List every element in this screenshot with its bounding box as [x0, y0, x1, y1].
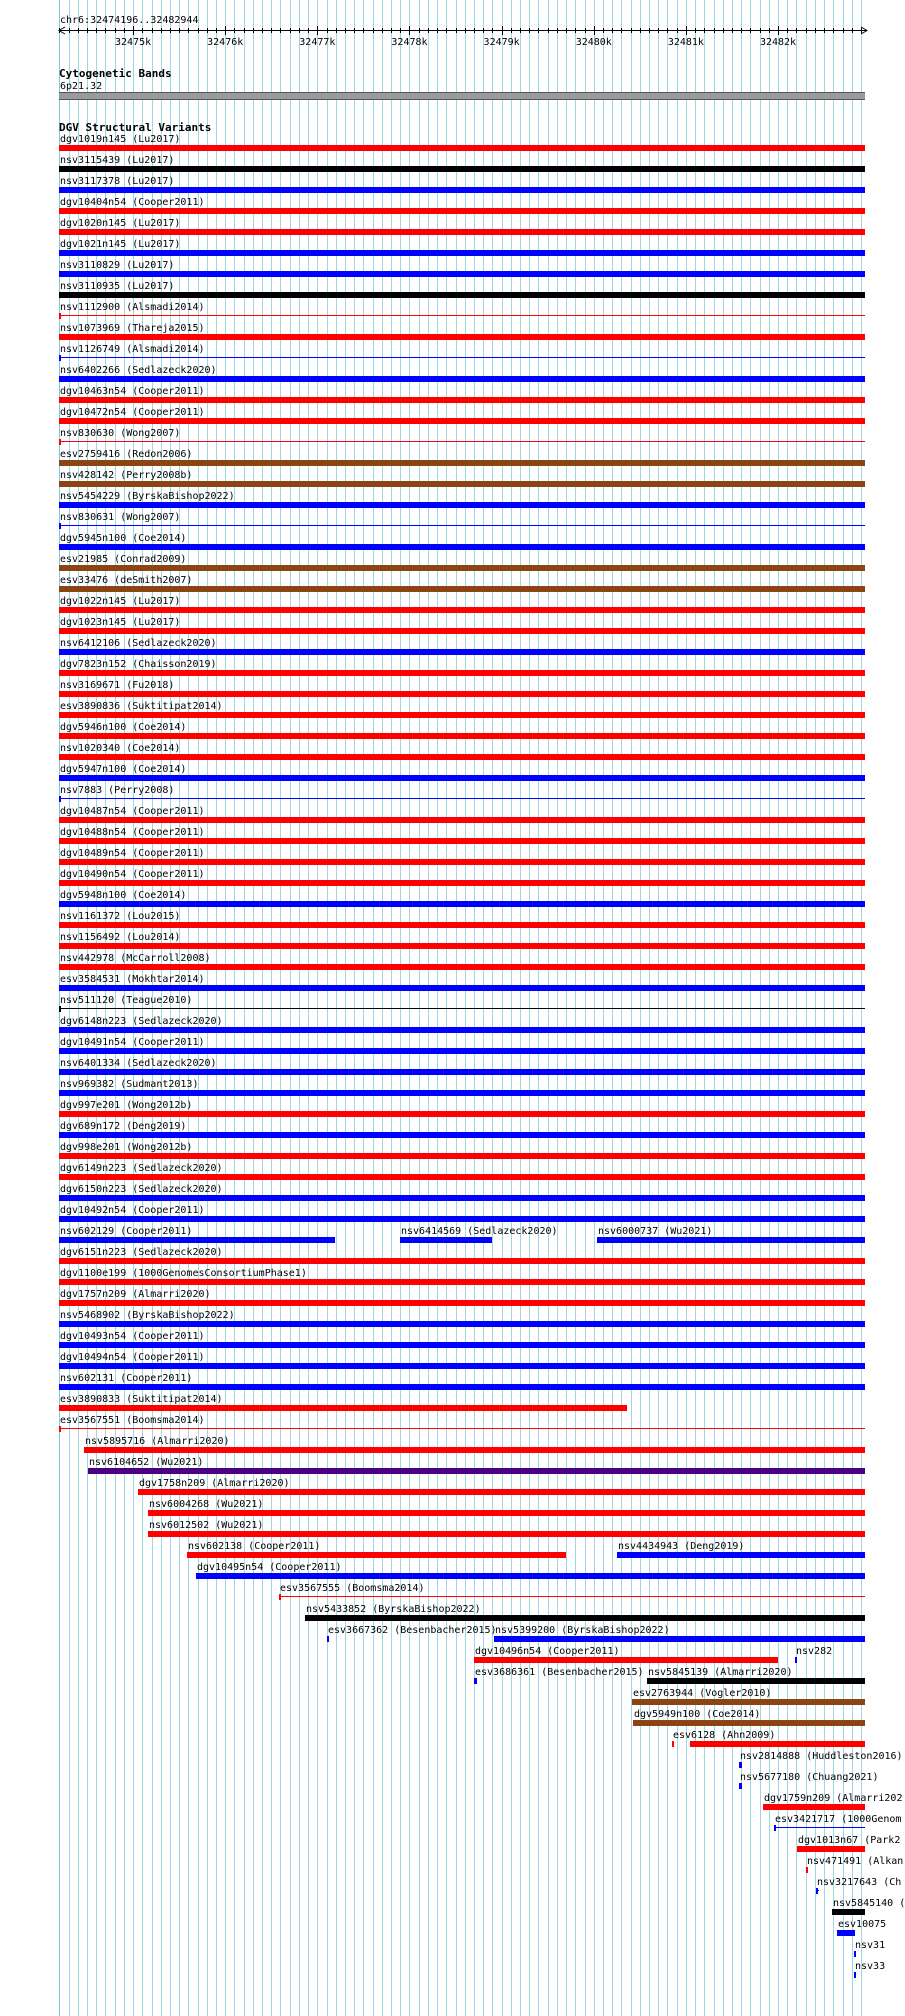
variant-label[interactable]: dgv10490n54 (Cooper2011)	[60, 869, 205, 880]
variant-bar[interactable]	[739, 1783, 742, 1789]
variant-bar[interactable]	[59, 187, 865, 193]
variant-label[interactable]: nsv6004268 (Wu2021)	[149, 1499, 264, 1510]
variant-label[interactable]: dgv998e201 (Wong2012b)	[60, 1142, 193, 1153]
variant-bar[interactable]	[138, 1489, 865, 1495]
variant-start-marker	[59, 313, 61, 319]
variant-bar[interactable]	[59, 1428, 865, 1429]
cytoband-label: 6p21.32	[60, 81, 103, 92]
variant-bar[interactable]	[148, 1531, 865, 1537]
variant-bar[interactable]	[797, 1846, 865, 1852]
variant-label[interactable]: nsv1112900 (Alsmadi2014)	[60, 302, 205, 313]
variant-start-marker	[279, 1594, 281, 1600]
variant-label[interactable]: esv3686361 (Besenbacher2015)	[475, 1667, 644, 1678]
variant-bar[interactable]	[327, 1636, 329, 1642]
variant-label[interactable]: nsv31	[855, 1940, 886, 1951]
variant-bar[interactable]	[59, 586, 865, 592]
variant-label[interactable]: esv33476 (deSmith2007)	[60, 575, 193, 586]
variant-bar[interactable]	[854, 1972, 856, 1978]
variant-label[interactable]: dgv1021n145 (Lu2017)	[60, 239, 181, 250]
ruler-tick-label: 32481k	[667, 37, 704, 48]
variant-label[interactable]: nsv471491 (Alkan	[807, 1856, 904, 1867]
variant-label[interactable]: dgv5949n100 (Coe2014)	[634, 1709, 761, 1720]
variant-label[interactable]: nsv5454229 (ByrskaBishop2022)	[60, 491, 235, 502]
variant-bar[interactable]	[59, 1342, 865, 1348]
variant-bar[interactable]	[59, 1048, 865, 1054]
variant-label[interactable]: nsv3115439 (Lu2017)	[60, 155, 175, 166]
variant-label[interactable]: dgv10488n54 (Cooper2011)	[60, 827, 205, 838]
variant-bar[interactable]	[59, 292, 865, 298]
variant-bar[interactable]	[806, 1869, 808, 1870]
variant-label[interactable]: esv2759416 (Redon2006)	[60, 449, 193, 460]
variant-label[interactable]: nsv3217643 (Ch	[817, 1877, 902, 1888]
variant-label[interactable]: nsv5845140 (	[833, 1898, 905, 1909]
variant-label[interactable]: nsv6012502 (Wu2021)	[149, 1520, 264, 1531]
variant-label[interactable]: nsv511120 (Teague2010)	[60, 995, 193, 1006]
variant-bar[interactable]	[59, 357, 865, 358]
variant-bar[interactable]	[59, 481, 865, 487]
variant-bar[interactable]	[763, 1804, 865, 1810]
variant-bar[interactable]	[59, 565, 865, 571]
variant-label[interactable]: dgv1013n67 (Park2	[798, 1835, 901, 1846]
variant-label[interactable]: nsv3169671 (Fu2018)	[60, 680, 175, 691]
variant-bar[interactable]	[494, 1636, 865, 1642]
variant-label[interactable]: nsv5433852 (ByrskaBishop2022)	[306, 1604, 481, 1615]
variant-label[interactable]: dgv10463n54 (Cooper2011)	[60, 386, 205, 397]
variant-bar[interactable]	[88, 1468, 865, 1474]
variant-label[interactable]: dgv10496n54 (Cooper2011)	[475, 1646, 620, 1657]
variant-bar[interactable]	[59, 460, 865, 466]
variant-bar[interactable]	[59, 525, 865, 526]
variant-start-marker	[774, 1825, 776, 1831]
variant-bar[interactable]	[690, 1741, 865, 1747]
variant-bar[interactable]	[59, 1384, 865, 1390]
variant-label[interactable]: dgv1020n145 (Lu2017)	[60, 218, 181, 229]
variant-label[interactable]: nsv5677180 (Chuang2021)	[740, 1772, 879, 1783]
cytoband-bar[interactable]	[59, 92, 865, 100]
variant-label[interactable]: nsv7883 (Perry2008)	[60, 785, 175, 796]
variant-bar[interactable]	[59, 838, 865, 844]
variant-label[interactable]: nsv5399200 (ByrskaBishop2022)	[495, 1625, 670, 1636]
variant-label[interactable]: esv3667362 (Besenbacher2015)	[328, 1625, 497, 1636]
variant-bar[interactable]	[59, 1279, 865, 1285]
variant-label[interactable]: nsv602129 (Cooper2011)	[60, 1226, 193, 1237]
variant-label[interactable]: dgv10489n54 (Cooper2011)	[60, 848, 205, 859]
variant-start-marker	[59, 523, 61, 529]
variant-label[interactable]: dgv1759n209 (Almarri202	[764, 1793, 903, 1804]
variant-bar[interactable]	[633, 1720, 865, 1726]
variant-bar[interactable]	[59, 166, 865, 172]
variant-label[interactable]: dgv5946n100 (Coe2014)	[60, 722, 187, 733]
variant-label[interactable]: dgv1757n209 (Almarri2020)	[60, 1289, 211, 1300]
variant-bar[interactable]	[59, 964, 865, 970]
variant-bar[interactable]	[59, 798, 865, 799]
variant-bar[interactable]	[597, 1237, 865, 1243]
variant-label[interactable]: dgv5945n100 (Coe2014)	[60, 533, 187, 544]
variant-label[interactable]: esv3421717 (1000Genom	[775, 1814, 902, 1825]
variant-label[interactable]: dgv10472n54 (Cooper2011)	[60, 407, 205, 418]
variant-label[interactable]: nsv33	[855, 1961, 886, 1972]
variant-label[interactable]: nsv6401334 (Sedlazeck2020)	[60, 1058, 217, 1069]
variant-bar[interactable]	[59, 985, 865, 991]
variant-bar[interactable]	[59, 208, 865, 214]
variant-bar[interactable]	[59, 1027, 865, 1033]
variant-start-marker	[59, 1426, 61, 1432]
variant-label[interactable]: nsv6104652 (Wu2021)	[89, 1457, 204, 1468]
variant-bar[interactable]	[84, 1447, 865, 1453]
variant-bar[interactable]	[59, 250, 865, 256]
variant-bar[interactable]	[59, 229, 865, 235]
variant-label[interactable]: dgv1100e199 (1000GenomesConsortiumPhase1)	[60, 1268, 307, 1279]
variant-bar[interactable]	[59, 859, 865, 865]
variant-label[interactable]: nsv442978 (McCarroll2008)	[60, 953, 211, 964]
variant-bar[interactable]	[59, 544, 865, 550]
variant-bar[interactable]	[59, 502, 865, 508]
variant-bar[interactable]	[59, 1237, 335, 1243]
variant-label[interactable]: nsv1073969 (Thareja2015)	[60, 323, 205, 334]
variant-start-marker	[816, 1888, 818, 1894]
variant-label[interactable]: nsv1126749 (Alsmadi2014)	[60, 344, 205, 355]
variant-label[interactable]: nsv5468902 (ByrskaBishop2022)	[60, 1310, 235, 1321]
variant-bar[interactable]	[59, 628, 865, 634]
variant-bar[interactable]	[837, 1930, 855, 1936]
variant-start-marker	[672, 1741, 674, 1747]
variant-label[interactable]: nsv6414569 (Sedlazeck2020)	[401, 1226, 558, 1237]
variant-label[interactable]: dgv10495n54 (Cooper2011)	[197, 1562, 342, 1573]
variant-label[interactable]: dgv689n172 (Deng2019)	[60, 1121, 187, 1132]
variant-bar[interactable]	[647, 1678, 865, 1684]
locus-label: chr6:32474196..32482944	[60, 15, 199, 26]
variant-label[interactable]: esv3584531 (Mokhtar2014)	[60, 974, 205, 985]
variant-bar[interactable]	[774, 1827, 865, 1828]
variant-bar[interactable]	[400, 1237, 492, 1243]
variant-label[interactable]: nsv969382 (Sudmant2013)	[60, 1079, 199, 1090]
variant-bar[interactable]	[59, 649, 865, 655]
variant-bar[interactable]	[59, 418, 865, 424]
variant-label[interactable]: esv3567551 (Boomsma2014)	[60, 1415, 205, 1426]
variant-bar[interactable]	[59, 1321, 865, 1327]
variant-bar[interactable]	[474, 1657, 778, 1663]
variant-bar[interactable]	[672, 1743, 674, 1744]
ruler-tick-label: 32476k	[207, 37, 244, 48]
variant-label[interactable]: esv6128 (Ahn2009)	[673, 1730, 776, 1741]
variant-label[interactable]: esv21985 (Conrad2009)	[60, 554, 187, 565]
variant-label[interactable]: dgv5948n100 (Coe2014)	[60, 890, 187, 901]
variant-label[interactable]: nsv6000737 (Wu2021)	[598, 1226, 713, 1237]
variant-bar[interactable]	[59, 922, 865, 928]
variant-label[interactable]: nsv830630 (Wong2007)	[60, 428, 181, 439]
variant-label[interactable]: dgv5947n100 (Coe2014)	[60, 764, 187, 775]
variant-label[interactable]: dgv997e201 (Wong2012b)	[60, 1100, 193, 1111]
variant-label[interactable]: dgv1023n145 (Lu2017)	[60, 617, 181, 628]
variant-label[interactable]: nsv602138 (Cooper2011)	[188, 1541, 321, 1552]
variant-label[interactable]: dgv10491n54 (Cooper2011)	[60, 1037, 205, 1048]
variant-label[interactable]: nsv3117378 (Lu2017)	[60, 176, 175, 187]
ruler-tick-label: 32477k	[299, 37, 336, 48]
variant-bar[interactable]	[59, 334, 865, 340]
variant-bar[interactable]	[59, 1174, 865, 1180]
variant-bar[interactable]	[59, 271, 865, 277]
ruler-tick-label: 32479k	[483, 37, 520, 48]
variant-bar[interactable]	[832, 1909, 865, 1915]
ruler-tick-label: 32482k	[759, 37, 797, 48]
variant-bar[interactable]	[474, 1678, 477, 1684]
variant-bar[interactable]	[59, 1153, 865, 1159]
variant-bar[interactable]	[59, 1132, 865, 1138]
variant-label[interactable]: nsv830631 (Wong2007)	[60, 512, 181, 523]
variant-label[interactable]: dgv10494n54 (Cooper2011)	[60, 1352, 205, 1363]
variant-label[interactable]: nsv1020340 (Coe2014)	[60, 743, 181, 754]
variant-label[interactable]: nsv1156492 (Lou2014)	[60, 932, 181, 943]
variant-start-marker	[59, 1006, 61, 1012]
variant-bar[interactable]	[187, 1552, 566, 1558]
variant-label[interactable]: nsv2814888 (Huddleston2016)	[740, 1751, 903, 1762]
variant-bar[interactable]	[632, 1699, 865, 1705]
variant-bar[interactable]	[148, 1510, 865, 1516]
variant-bar[interactable]	[59, 1195, 865, 1201]
variant-bar[interactable]	[59, 315, 865, 316]
variant-label[interactable]: dgv1022n145 (Lu2017)	[60, 596, 181, 607]
variant-bar[interactable]	[795, 1657, 797, 1663]
variant-bar[interactable]	[59, 880, 865, 886]
variant-label[interactable]: dgv1019n145 (Lu2017)	[60, 134, 181, 145]
variant-bar[interactable]	[59, 712, 865, 718]
variant-label[interactable]: dgv6151n223 (Sedlazeck2020)	[60, 1247, 223, 1258]
variant-bar[interactable]	[59, 1363, 865, 1369]
variant-bar[interactable]	[59, 775, 865, 781]
variant-bar[interactable]	[59, 901, 865, 907]
variant-bar[interactable]	[59, 1069, 865, 1075]
variant-bar[interactable]	[59, 1008, 865, 1009]
variant-bar[interactable]	[59, 733, 865, 739]
variant-bar[interactable]	[59, 1111, 865, 1117]
variant-label[interactable]: nsv6402266 (Sedlazeck2020)	[60, 365, 217, 376]
variant-label[interactable]: nsv1161372 (Lou2015)	[60, 911, 181, 922]
variant-bar[interactable]	[279, 1596, 865, 1597]
variant-label[interactable]: dgv10492n54 (Cooper2011)	[60, 1205, 205, 1216]
variant-bar[interactable]	[196, 1573, 865, 1579]
position-ruler	[0, 24, 890, 56]
variant-label[interactable]: dgv6148n223 (Sedlazeck2020)	[60, 1016, 223, 1027]
variant-label[interactable]: dgv7823n152 (Chaisson2019)	[60, 659, 217, 670]
variant-label[interactable]: nsv3110935 (Lu2017)	[60, 281, 175, 292]
variant-label[interactable]: dgv6149n223 (Sedlazeck2020)	[60, 1163, 223, 1174]
dgv-track-title: DGV Structural Variants	[59, 121, 212, 134]
variant-bar[interactable]	[59, 691, 865, 697]
variant-bar[interactable]	[59, 397, 865, 403]
variant-bar[interactable]	[305, 1615, 865, 1621]
variant-label[interactable]: nsv4434943 (Deng2019)	[618, 1541, 745, 1552]
variant-start-marker	[59, 796, 61, 802]
ruler-tick-label: 32475k	[115, 37, 152, 48]
variant-label[interactable]: dgv1758n209 (Almarri2020)	[139, 1478, 290, 1489]
ruler-tick-label: 32480k	[575, 37, 612, 48]
variant-bar[interactable]	[59, 1090, 865, 1096]
variant-label[interactable]: nsv282	[796, 1646, 833, 1657]
variant-bar[interactable]	[59, 145, 865, 151]
variant-bar[interactable]	[59, 376, 865, 382]
variant-bar[interactable]	[617, 1552, 865, 1558]
variant-label[interactable]: nsv6412106 (Sedlazeck2020)	[60, 638, 217, 649]
variant-label[interactable]: esv2763944 (Vogler2010)	[633, 1688, 772, 1699]
variant-bar[interactable]	[59, 670, 865, 676]
variant-label[interactable]: nsv3110829 (Lu2017)	[60, 260, 175, 271]
variant-label[interactable]: esv3567555 (Boomsma2014)	[280, 1583, 425, 1594]
variant-bar[interactable]	[59, 817, 865, 823]
ruler-tick-label: 32478k	[391, 37, 428, 48]
variant-label[interactable]: nsv5895716 (Almarri2020)	[85, 1436, 230, 1447]
variant-label[interactable]: nsv428142 (Perry2008b)	[60, 470, 193, 481]
variant-label[interactable]: nsv5845139 (Almarri2020)	[648, 1667, 793, 1678]
variant-label[interactable]: dgv6150n223 (Sedlazeck2020)	[60, 1184, 223, 1195]
variant-bar[interactable]	[816, 1890, 819, 1891]
variant-start-marker	[59, 355, 61, 361]
variant-bar[interactable]	[59, 441, 865, 442]
cytoband-track-title: Cytogenetic Bands	[59, 67, 172, 80]
variant-start-marker	[806, 1867, 808, 1873]
variant-start-marker	[59, 439, 61, 445]
variant-bar[interactable]	[739, 1762, 742, 1768]
variant-label[interactable]: esv3890836 (Suktitipat2014)	[60, 701, 223, 712]
variant-label[interactable]: esv10075	[838, 1919, 887, 1930]
variant-label[interactable]: nsv602131 (Cooper2011)	[60, 1373, 193, 1384]
variant-bar[interactable]	[59, 1300, 865, 1306]
variant-label[interactable]: dgv10493n54 (Cooper2011)	[60, 1331, 205, 1342]
variant-label[interactable]: dgv10404n54 (Cooper2011)	[60, 197, 205, 208]
variant-bar[interactable]	[59, 1216, 865, 1222]
variant-bar[interactable]	[59, 943, 865, 949]
variant-bar[interactable]	[59, 1405, 627, 1411]
variant-bar[interactable]	[59, 607, 865, 613]
variant-bar[interactable]	[59, 754, 865, 760]
variant-bar[interactable]	[59, 1258, 865, 1264]
variant-bar[interactable]	[854, 1951, 856, 1957]
variant-label[interactable]: dgv10487n54 (Cooper2011)	[60, 806, 205, 817]
variant-label[interactable]: esv3890833 (Suktitipat2014)	[60, 1394, 223, 1405]
